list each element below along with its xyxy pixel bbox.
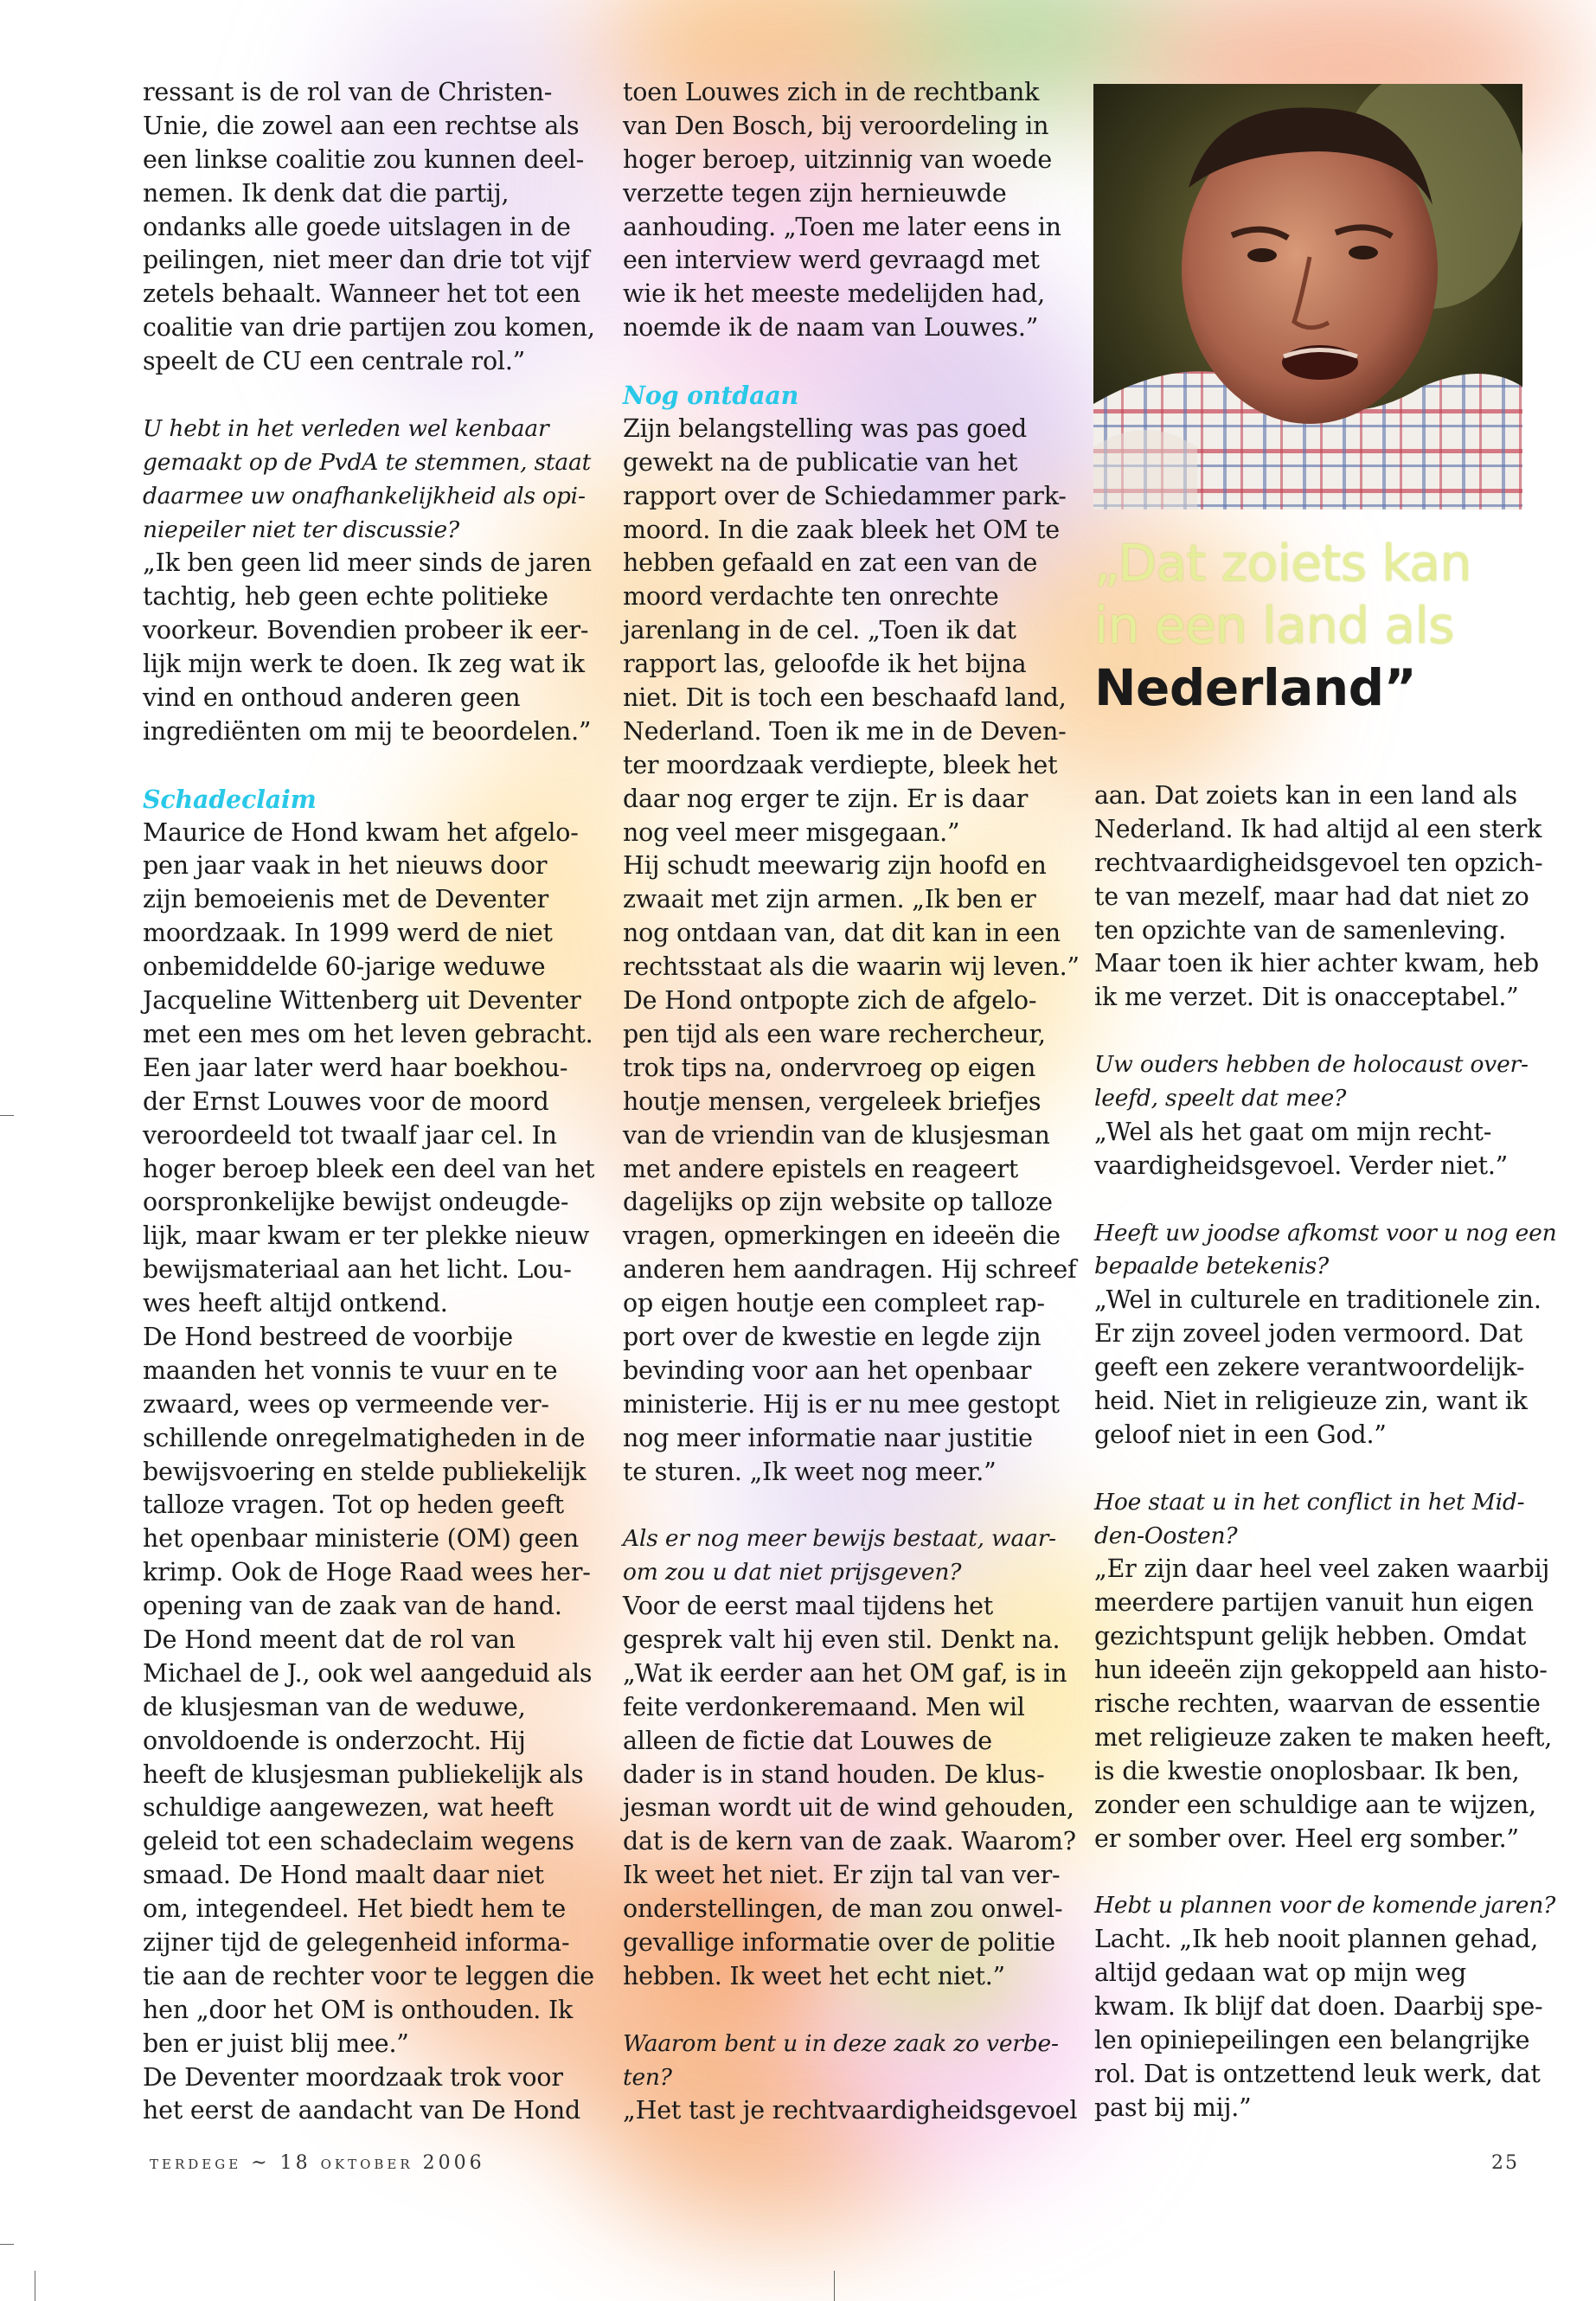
text-line: zonder een schuldige aan te wijzen, <box>1094 1790 1536 1819</box>
text-line: zwaait met zijn armen. „Ik ben er <box>623 885 1036 914</box>
text-line: krimp. Ook de Hoge Raad wees her- <box>143 1558 591 1587</box>
text-line: onderstellingen, de man zou onwel- <box>623 1894 1063 1924</box>
text-line: oorspronkelijke bewijst ondeugde- <box>143 1188 569 1217</box>
text-line: om, integendeel. Het biedt hem te <box>143 1894 567 1924</box>
text-line: onbemiddelde 60-jarige weduwe <box>143 952 546 982</box>
interview-question-line: niepeiler niet ter discussie? <box>143 516 460 543</box>
text-line: Nederland. Ik had altijd al een sterk <box>1094 814 1542 843</box>
text-line: wie ik het meeste medelijden had, <box>623 279 1046 309</box>
text-line: Voor de eerst maal tijdens het <box>623 1592 994 1621</box>
text-line: altijd gedaan wat op mijn weg <box>1094 1958 1467 1988</box>
text-line: „Wel in culturele en traditionele zin. <box>1094 1285 1542 1315</box>
text-line: het eerst de aandacht van De Hond <box>143 2096 581 2125</box>
interview-question-line: Heeft uw joodse afkomst voor u nog een <box>1094 1219 1557 1247</box>
section-heading: Nog ontdaan <box>623 381 799 411</box>
text-line: ik me verzet. Dit is onacceptabel.” <box>1094 983 1519 1012</box>
text-line: der Ernst Louwes voor de moord <box>143 1086 549 1116</box>
text-line: smaad. De Hond maalt daar niet <box>143 1861 544 1890</box>
text-line: voorkeur. Bovendien probeer ik eer- <box>143 616 589 645</box>
interview-question-line: daarmee uw onafhankelijkheid als opi- <box>143 482 586 510</box>
text-line: ondanks alle goede uitslagen in de <box>143 212 571 241</box>
interview-photo <box>1093 84 1522 510</box>
text-line: nog ontdaan van, dat dit kan in een <box>623 919 1061 948</box>
interview-question-line: gemaakt op de PvdA te stemmen, staat <box>143 448 592 476</box>
interview-question-line: Hebt u plannen voor de komende jaren? <box>1094 1892 1556 1920</box>
text-line: met een mes om het leven gebracht. <box>143 1019 593 1048</box>
text-line: niet. Dit is toch een beschaafd land, <box>623 683 1067 713</box>
text-line: toen Louwes zich in de rechtbank <box>623 78 1040 106</box>
text-line: rapport las, geloofde ik het bijna <box>623 650 1027 679</box>
footer-publication: terdege ~ 18 oktober 2006 <box>150 2152 485 2174</box>
text-line: tachtig, heb geen echte politieke <box>143 582 548 612</box>
text-line: zwaard, wees op vermeende ver- <box>143 1389 549 1419</box>
text-line: op eigen houtje een compleet rap- <box>623 1289 1045 1318</box>
text-line: schillende onregelmatigheden in de <box>143 1423 586 1452</box>
text-line: „Ik ben geen lid meer sinds de jaren <box>143 548 592 578</box>
text-line: heid. Niet in religieuze zin, want ik <box>1094 1387 1528 1416</box>
text-line: onvoldoende is onderzocht. Hij <box>143 1726 526 1755</box>
text-line: rische rechten, waarvan de essentie <box>1094 1689 1541 1719</box>
text-line: vragen, opmerkingen en ideeën die <box>623 1221 1061 1251</box>
text-line: hoger beroep bleek een deel van het <box>143 1154 595 1183</box>
interview-question-line: Als er nog meer bewijs bestaat, waar- <box>623 1525 1056 1553</box>
interview-question-line: leefd, speelt dat mee? <box>1094 1085 1347 1112</box>
text-line: „Wat ik eerder aan het OM gaf, is in <box>623 1658 1067 1688</box>
text-line: bewijsvoering en stelde publiekelijk <box>143 1457 586 1486</box>
page-number: 25 <box>1491 2152 1519 2174</box>
text-line: geloof niet in een God.” <box>1094 1420 1387 1449</box>
text-line: dat is de kern van de zaak. Waarom? <box>623 1827 1076 1856</box>
text-line: ingrediënten om mij te beoordelen.” <box>143 716 592 746</box>
text-line: ter moordzaak verdiepte, bleek het <box>623 750 1058 779</box>
text-line: ministerie. Hij is er nu mee gestopt <box>623 1389 1060 1419</box>
text-line: een linkse coalitie zou kunnen deel- <box>143 144 585 174</box>
text-line: trok tips na, ondervroeg op eigen <box>623 1053 1036 1082</box>
text-line: port over de kwestie en legde zijn <box>623 1322 1042 1351</box>
text-line: Er zijn zoveel joden vermoord. Dat <box>1094 1319 1522 1349</box>
interview-question-line: Hoe staat u in het conflict in het Mid- <box>1094 1488 1525 1516</box>
text-column-2 <box>623 76 1080 2128</box>
paragraph-gap <box>623 1994 1080 2028</box>
text-line: een interview werd gevraagd met <box>623 246 1040 275</box>
text-line: aan. Dat zoiets kan in een land als <box>1094 781 1517 810</box>
paragraph-gap <box>143 379 595 413</box>
text-line: Nederland. Toen ik me in de Deven- <box>623 716 1067 746</box>
text-line: hebben gefaald en zat een van de <box>623 548 1038 578</box>
text-line: hen „door het OM is onthouden. Ik <box>143 1995 574 2024</box>
text-line: noemde ik de naam van Louwes.” <box>623 313 1039 343</box>
text-line: „Er zijn daar heel veel zaken waarbij <box>1094 1554 1550 1584</box>
paragraph-gap <box>1094 1015 1556 1048</box>
text-line: vind en onthoud anderen geen <box>143 683 521 713</box>
text-line: peilingen, niet meer dan drie tot vijf <box>143 246 590 275</box>
paragraph-gap <box>1094 1183 1556 1217</box>
text-line: rapport over de Schiedammer park- <box>623 481 1067 510</box>
text-line: te van mezelf, maar had dat niet zo <box>1094 881 1529 911</box>
text-line: Michael de J., ook wel aangeduid als <box>143 1658 593 1688</box>
text-line: zetels behaalt. Wanneer het tot een <box>143 279 581 309</box>
text-line: is die kwestie onoplosbaar. Ik ben, <box>1094 1756 1520 1785</box>
text-line: er somber over. Heel erg somber.” <box>1094 1823 1519 1853</box>
text-line: rechtvaardigheidsgevoel ten opzich- <box>1094 848 1543 877</box>
text-line: hun ideeën zijn gekoppeld aan histo- <box>1094 1656 1548 1685</box>
text-line: De Hond meent dat de rol van <box>143 1625 516 1654</box>
text-line: talloze vragen. Tot op heden geeft <box>143 1490 564 1520</box>
text-line: Lacht. „Ik heb nooit plannen gehad, <box>1094 1925 1539 1954</box>
text-line: moord. In die zaak bleek het OM te <box>623 515 1060 544</box>
text-line: kwam. Ik blijf dat doen. Daarbij spe- <box>1094 1992 1543 2022</box>
interview-question-line: bepaalde betekenis? <box>1094 1253 1330 1280</box>
text-line: „Wel als het gaat om mijn recht- <box>1094 1117 1492 1146</box>
crop-mark <box>834 2271 835 2301</box>
paragraph-gap <box>623 345 1080 379</box>
text-line: zijner tijd de gelegenheid informa- <box>143 1927 570 1957</box>
text-column-1 <box>143 76 595 2128</box>
text-line: speelt de CU een centrale rol.” <box>143 347 526 376</box>
text-line: hebben. Ik weet het echt niet.” <box>623 1961 1005 1990</box>
text-line: dader is in stand houden. De klus- <box>623 1759 1045 1789</box>
interview-question-line: Waarom bent u in deze zaak zo verbe- <box>623 2029 1059 2057</box>
text-line: ressant is de rol van de Christen- <box>143 78 553 106</box>
text-line: van de vriendin van de klusjesman <box>623 1120 1050 1150</box>
text-line: bevinding voor aan het openbaar <box>623 1356 1032 1385</box>
text-line: ben er juist blij mee.” <box>143 2029 409 2058</box>
text-line: alleen de fictie dat Louwes de <box>623 1726 992 1755</box>
text-line: De Deventer moordzaak trok voor <box>143 2062 563 2092</box>
interview-question-line: ten? <box>623 2063 672 2091</box>
text-line: pen jaar vaak in het nieuws door <box>143 851 548 881</box>
text-line: rechtsstaat als die waarin wij leven.” <box>623 952 1080 982</box>
text-line: van Den Bosch, bij veroordeling in <box>623 111 1049 140</box>
text-line: zijn bemoeienis met de Deventer <box>143 885 549 914</box>
text-line: gevallige informatie over de politie <box>623 1927 1055 1957</box>
crop-mark <box>0 1115 14 1116</box>
text-line: nog veel meer misgegaan.” <box>623 817 960 847</box>
text-line: hoger beroep, uitzinnig van woede <box>623 144 1053 174</box>
pull-quote-line-3: Nederland” <box>1094 658 1417 717</box>
text-line: geeft een zekere verantwoordelijk- <box>1094 1353 1525 1382</box>
text-line: gewekt na de publicatie van het <box>623 447 1018 477</box>
text-line: past bij mij.” <box>1094 2093 1252 2122</box>
text-column-3 <box>1094 779 1556 2125</box>
text-line: bewijsmateriaal aan het licht. Lou- <box>143 1255 572 1285</box>
text-line: veroordeeld tot twaalf jaar cel. In <box>143 1120 557 1150</box>
text-line: pen tijd als een ware rechercheur, <box>623 1019 1046 1048</box>
text-line: len opiniepeilingen een belangrijke <box>1094 2025 1530 2054</box>
text-line: De Hond ontpopte zich de afgelo- <box>623 986 1037 1016</box>
text-line: vaardigheidsgevoel. Verder niet.” <box>1094 1150 1509 1180</box>
pull-quote-line-2: in een land als <box>1094 596 1454 655</box>
pull-quote-line-1: „Dat zoiets kan <box>1094 534 1471 593</box>
text-line: met religieuze zaken te maken heeft, <box>1094 1722 1553 1752</box>
text-line: schuldige aangewezen, wat heeft <box>143 1793 554 1823</box>
text-line: Maurice de Hond kwam het afgelo- <box>143 817 579 847</box>
text-line: anderen hem aandragen. Hij schreef <box>623 1255 1077 1285</box>
text-line: ten opzichte van de samenleving. <box>1094 915 1506 945</box>
text-line: lijk mijn werk te doen. Ik zeg wat ik <box>143 650 585 679</box>
text-line: jesman wordt uit de wind gehouden, <box>623 1793 1074 1823</box>
text-line: geleid tot een schadeclaim wegens <box>143 1827 574 1856</box>
text-line: moordzaak. In 1999 werd de niet <box>143 919 553 948</box>
paragraph-gap <box>1094 1452 1556 1486</box>
text-line: coalitie van drie partijen zou komen, <box>143 313 595 343</box>
text-line: De Hond bestreed de voorbije <box>143 1322 513 1351</box>
pull-quote <box>1094 532 1471 719</box>
text-line: Jacqueline Wittenberg uit Deventer <box>143 986 581 1016</box>
paragraph-gap <box>623 1489 1080 1522</box>
text-line: Unie, die zowel aan een rechtse als <box>143 111 580 140</box>
text-line: opening van de zaak van de hand. <box>143 1592 562 1621</box>
text-line: lijk, maar kwam er ter plekke nieuw <box>143 1221 590 1251</box>
text-line: Hij schudt meewarig zijn hoofd en <box>623 851 1047 881</box>
interview-question-line: den-Oosten? <box>1094 1522 1238 1549</box>
text-line: houtje mensen, vergeleek briefjes <box>623 1086 1042 1116</box>
text-line: moord verdachte ten onrechte <box>623 582 999 612</box>
text-line: gezichtspunt gelijk hebben. Omdat <box>1094 1622 1527 1651</box>
interview-question-line: U hebt in het verleden wel kenbaar <box>143 414 549 442</box>
text-line: Ik weet het niet. Er zijn tal van ver- <box>623 1861 1061 1890</box>
text-line: tie aan de rechter voor te leggen die <box>143 1961 594 1990</box>
crop-mark <box>0 2244 14 2245</box>
section-heading: Schadeclaim <box>143 784 317 814</box>
text-line: nog meer informatie naar justitie <box>623 1423 1033 1452</box>
text-line: „Het tast je rechtvaardigheidsgevoel <box>623 2096 1078 2125</box>
text-line: Maar toen ik hier achter kwam, heb <box>1094 949 1539 978</box>
text-line: rol. Dat is ontzettend leuk werk, dat <box>1094 2059 1541 2088</box>
text-line: jarenlang in de cel. „Toen ik dat <box>623 616 1016 645</box>
text-line: aanhouding. „Toen me later eens in <box>623 212 1061 241</box>
text-line: daar nog erger te zijn. Er is daar <box>623 784 1029 813</box>
interview-question-line: om zou u dat niet prijsgeven? <box>623 1559 962 1586</box>
interview-question-line: Uw ouders hebben de holocaust over- <box>1094 1051 1529 1079</box>
text-line: Een jaar later werd haar boekhou- <box>143 1053 568 1082</box>
text-line: het openbaar ministerie (OM) geen <box>143 1524 580 1554</box>
text-line: wes heeft altijd ontkend. <box>143 1289 448 1318</box>
paragraph-gap <box>1094 1856 1556 1890</box>
text-line: gesprek valt hij even stil. Denkt na. <box>623 1625 1061 1654</box>
text-line: feite verdonkeremaand. Men wil <box>623 1692 1025 1721</box>
text-line: meerdere partijen vanuit hun eigen <box>1094 1588 1534 1618</box>
text-line: nemen. Ik denk dat die partij, <box>143 178 510 208</box>
text-line: Zijn belangstelling was pas goed <box>623 413 1028 443</box>
text-line: dagelijks op zijn website op talloze <box>623 1188 1053 1217</box>
text-line: heeft de klusjesman publiekelijk als <box>143 1759 584 1789</box>
text-line: de klusjesman van de weduwe, <box>143 1692 526 1721</box>
paragraph-gap <box>143 749 595 783</box>
text-line: verzette tegen zijn hernieuwde <box>623 178 1007 208</box>
text-line: met andere epistels en reageert <box>623 1154 1018 1183</box>
text-line: maanden het vonnis te vuur en te <box>143 1356 558 1385</box>
text-line: te sturen. „Ik weet nog meer.” <box>623 1457 997 1486</box>
